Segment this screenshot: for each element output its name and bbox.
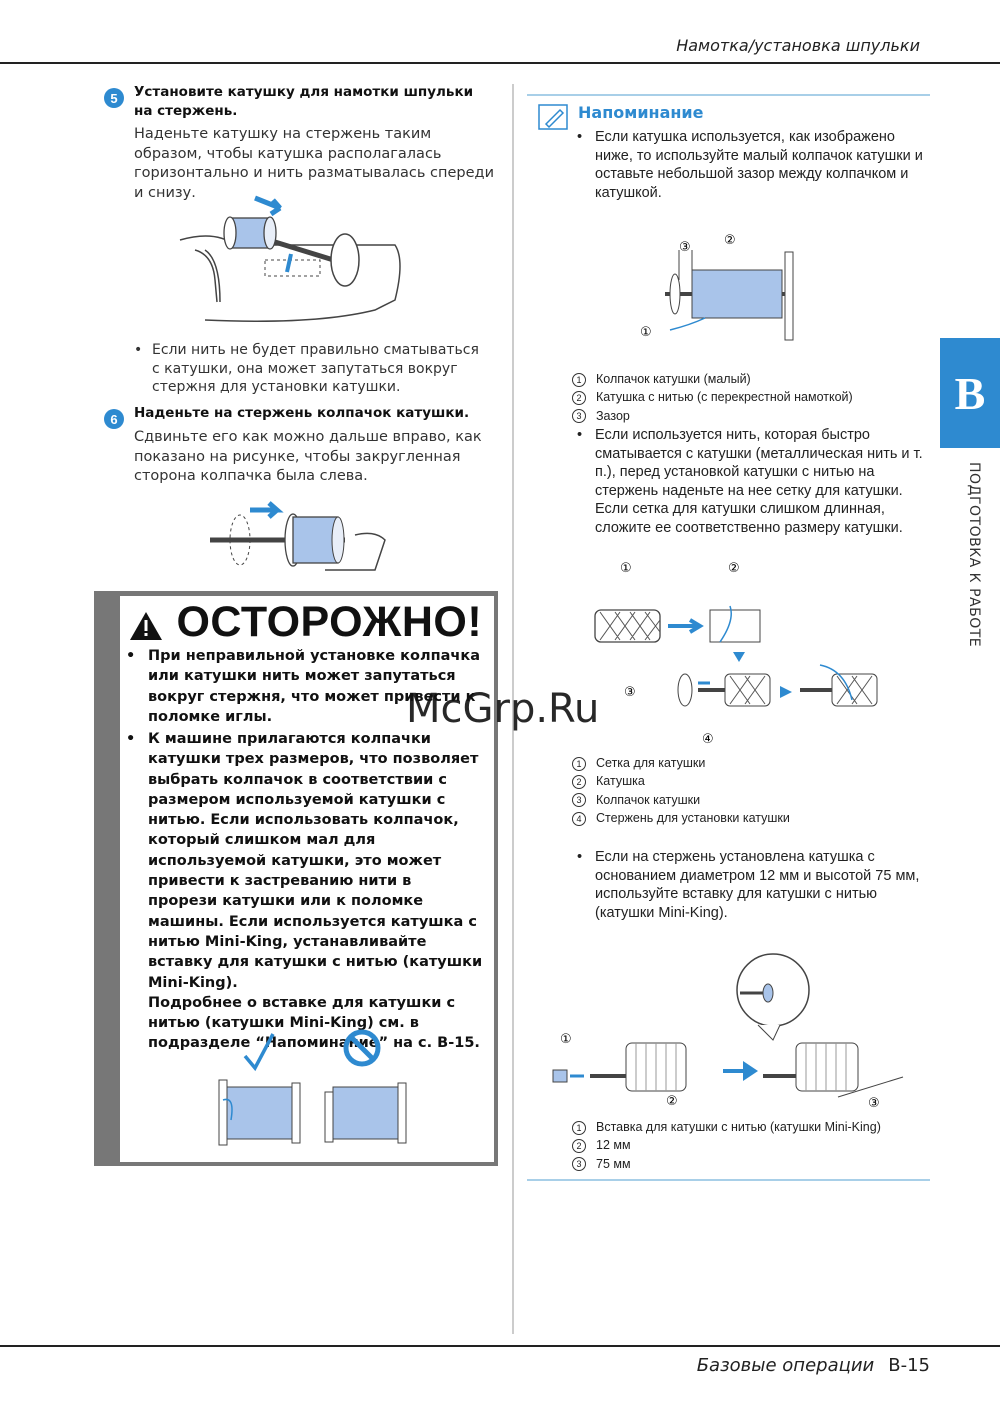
- caution-item-1-text: При неправильной установке колпачка или катушки нить может запутаться вокруг стержня, что может привести к поломке иглы.: [148, 648, 480, 725]
- header-rule: [0, 62, 1000, 64]
- net-callout-1: ①: [620, 561, 632, 576]
- note-bottom-rule: [527, 1179, 930, 1181]
- step-6-body: Сдвиньте его как можно дальше вправо, как показано на рисунке, чтобы закругленная сторона колпачка была слева.: [134, 429, 482, 484]
- insert-callout-2: ②: [666, 1094, 678, 1109]
- step-5-bullet-text: Если нить не будет правильно сматываться с катушки, она может запутаться вокруг стержня для установки катушки.: [152, 342, 479, 395]
- footer-chapter: Базовые операции: [696, 1355, 875, 1376]
- legend-number: 4: [572, 812, 586, 826]
- legend-number: 1: [572, 373, 586, 387]
- insert-callout-3: ③: [868, 1096, 880, 1111]
- legend-3: [572, 1118, 932, 1173]
- note-bullet-3: [577, 848, 930, 922]
- bullet-dot: •: [134, 342, 143, 358]
- caution-item-2-extra: Подробнее о вставке для катушки с нитью (катушки Mini-King) см. в подразделе “Напоминание” на с. B-15.: [148, 994, 480, 1052]
- chapter-side-label: ПОДГОТОВКА К РАБОТЕ: [966, 462, 982, 648]
- caution-item-2-text: К машине прилагаются колпачки катушки трех размеров, что позволяет выбрать колпачок в соответствии с размером используемой катушки с нитью. Если использовать колпачок, который слишком мал для используемой катушки, это может привести к застреванию нити в прорези катушки или к поломке машины. Если используется катушка с нитью Mini-King, устанавливайте вставку для катушки с нитью (катушки Mini-King).: [148, 731, 483, 991]
- bullet-dot: •: [577, 849, 583, 865]
- legend-1-item: 3 Зазор: [572, 407, 912, 425]
- legend-number: 3: [572, 409, 586, 423]
- note-bullet-1: [577, 128, 930, 202]
- chapter-tab[interactable]: B: [940, 338, 1000, 448]
- net-callout-4: ④: [702, 732, 714, 747]
- legend-number: 2: [572, 775, 586, 789]
- legend-1-item: 2 Катушка с нитью (с перекрестной намоткой): [572, 388, 912, 406]
- note-bullet-1-text: Если катушка используется, как изображено ниже, то используйте малый колпачок катушки и оставьте небольшой зазор между колпачком и катушкой.: [595, 129, 923, 201]
- check-icon: [245, 1034, 273, 1068]
- watermark: McGrp.Ru: [406, 686, 600, 732]
- small-cap-gap-illustration: [630, 230, 810, 340]
- legend-2-item: 1 Сетка для катушки: [572, 754, 912, 772]
- step-5-badge: 5: [104, 88, 124, 108]
- legend-1-item: 1 Колпачок катушки (малый): [572, 370, 912, 388]
- caution-title: [128, 598, 482, 647]
- step-6-badge: 6: [104, 409, 124, 429]
- bullet-dot: •: [126, 731, 136, 747]
- footer: [697, 1355, 930, 1376]
- bullet-dot: •: [577, 427, 583, 443]
- page-number: B-15: [888, 1355, 930, 1376]
- legend-2: [572, 754, 912, 827]
- footer-rule: [0, 1345, 1000, 1347]
- net-callout-2: ②: [728, 561, 740, 576]
- step-5-title: Установите катушку для намотки шпульки на стержень.: [134, 84, 474, 119]
- legend-number: 2: [572, 391, 586, 405]
- spool-on-pin-illustration: [175, 190, 405, 330]
- callout-2: ②: [724, 233, 736, 248]
- spool-net-illustration: [590, 560, 890, 745]
- note-bullet-3-text: Если на стержень установлена катушка с основанием диаметром 12 мм и высотой 75 мм, используйте вставку для катушки с нитью (катушки Mini-King).: [595, 849, 920, 921]
- warning-triangle-icon: [128, 610, 164, 642]
- note-bullet-2: [577, 426, 930, 537]
- legend-3-item: 3 75 мм: [572, 1155, 932, 1173]
- legend-number: 2: [572, 1139, 586, 1153]
- step-6-title: Наденьте на стержень колпачок катушки.: [134, 405, 470, 421]
- legend-number: 3: [572, 1157, 586, 1171]
- callout-3: ③: [679, 240, 691, 255]
- legend-1: [572, 370, 912, 425]
- mini-king-insert-illustration: [548, 945, 918, 1115]
- note-title: Напоминание: [578, 103, 704, 122]
- legend-3-item: 2 12 мм: [572, 1136, 932, 1154]
- bullet-dot: •: [126, 648, 136, 664]
- step-5-body: Наденьте катушку на стержень таким образом, чтобы катушка располагалась горизонтально и нить разматывалась спереди и снизу.: [134, 126, 495, 201]
- note-top-rule: [527, 94, 930, 96]
- spool-cap-illustration: [205, 495, 385, 575]
- step-5-bullet: [134, 341, 482, 397]
- memo-pencil-icon: [538, 104, 570, 132]
- running-header: Намотка/установка шпульки: [676, 36, 920, 55]
- caution-item-2: [126, 729, 483, 1054]
- correct-incorrect-spools-illustration: [205, 1030, 425, 1150]
- legend-2-item: 4 Стержень для установки катушки: [572, 809, 912, 827]
- legend-2-item: 2 Катушка: [572, 772, 912, 790]
- legend-number: 1: [572, 757, 586, 771]
- legend-2-item: 3 Колпачок катушки: [572, 791, 912, 809]
- legend-3-item: 1 Вставка для катушки с нитью (катушки Mini-King): [572, 1118, 932, 1136]
- legend-number: 3: [572, 793, 586, 807]
- bullet-dot: •: [577, 129, 583, 145]
- caution-title-text: ОСТОРОЖНО!: [176, 598, 483, 646]
- net-callout-3: ③: [624, 685, 636, 700]
- callout-1: ①: [640, 325, 652, 340]
- insert-callout-1: ①: [560, 1032, 572, 1047]
- legend-number: 1: [572, 1121, 586, 1135]
- note-bullet-2-text: Если используется нить, которая быстро сматывается с катушки (металлическая нить и т. п.), перед установкой катушки с нитью на стержень наденьте на нее сетку для катушки. Если сетка для катушки слишком длинная, сложите ее соответственно размеру катушки.: [595, 427, 923, 536]
